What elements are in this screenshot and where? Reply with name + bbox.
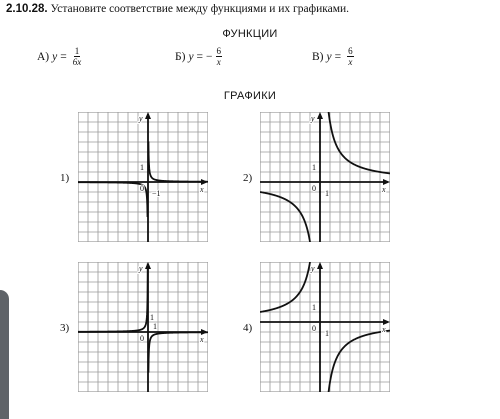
tick-label: 1 bbox=[325, 189, 329, 198]
function-letter: А) bbox=[37, 50, 50, 63]
function-option-c bbox=[312, 46, 354, 67]
tick-label: 1 bbox=[140, 163, 144, 172]
graph-grid bbox=[78, 112, 208, 242]
fraction-numerator: 6 bbox=[216, 46, 222, 56]
graph-1 bbox=[78, 112, 208, 242]
x-axis-label: x bbox=[382, 325, 386, 334]
function-eq: = bbox=[196, 50, 204, 63]
curve-branch-right bbox=[328, 112, 390, 173]
graph-4 bbox=[260, 262, 390, 392]
fraction-denominator: x bbox=[216, 57, 221, 67]
curve-branch-left bbox=[78, 264, 148, 332]
graph-grid bbox=[260, 262, 390, 392]
fraction-denominator: 6x bbox=[72, 57, 82, 67]
x-axis-label: x bbox=[200, 335, 204, 344]
y-axis-arrow-icon bbox=[317, 112, 323, 119]
task-number: 2.10.28. bbox=[6, 3, 48, 15]
function-letter: Б) bbox=[175, 50, 186, 63]
tick-label: 1 bbox=[312, 163, 316, 172]
x-axis-label: x bbox=[200, 185, 204, 194]
task-text: Установите соответствие между функциями и их графиками. bbox=[50, 3, 350, 15]
fraction-numerator: 1 bbox=[74, 46, 80, 56]
origin-label: 0 bbox=[140, 184, 144, 193]
function-fraction bbox=[73, 46, 82, 67]
y-axis-label: y bbox=[311, 114, 315, 123]
y-axis-arrow-icon bbox=[145, 112, 151, 119]
graph-4-svg bbox=[260, 262, 390, 392]
fraction-numerator: 6 bbox=[348, 46, 353, 56]
function-sign: − bbox=[206, 50, 213, 63]
function-fraction bbox=[347, 46, 354, 67]
curve-branch-left bbox=[260, 192, 310, 242]
graphs-heading: ГРАФИКИ bbox=[223, 90, 277, 102]
graph-3-svg bbox=[78, 262, 208, 392]
function-var: y bbox=[326, 50, 332, 63]
graph-label-3: 3) bbox=[60, 322, 70, 334]
tick-label: 1 bbox=[153, 322, 157, 331]
task-header bbox=[6, 3, 349, 15]
graph-1-svg bbox=[78, 112, 208, 242]
graph-label-4: 4) bbox=[243, 322, 253, 334]
function-eq: = bbox=[60, 50, 67, 63]
y-axis-label: y bbox=[139, 264, 143, 273]
curve-branch-right bbox=[328, 331, 390, 392]
function-letter: В) bbox=[312, 50, 324, 63]
graph-grid bbox=[260, 112, 390, 242]
origin-label: 0 bbox=[312, 324, 316, 333]
function-fraction bbox=[216, 46, 223, 67]
graph-2 bbox=[260, 112, 390, 242]
side-tab bbox=[0, 290, 9, 419]
x-axis-label: x bbox=[382, 185, 386, 194]
function-var: y bbox=[52, 50, 58, 63]
functions-heading: ФУНКЦИИ bbox=[222, 28, 278, 40]
graph-label-2: 2) bbox=[243, 172, 253, 184]
graph-grid bbox=[78, 262, 208, 392]
graph-label-1: 1) bbox=[60, 172, 70, 184]
function-option-b bbox=[175, 46, 222, 67]
y-axis-label: y bbox=[139, 114, 143, 123]
y-axis-arrow-icon bbox=[317, 262, 323, 269]
fraction-denominator: x bbox=[348, 57, 353, 67]
function-option-a bbox=[37, 46, 81, 67]
function-var: y bbox=[188, 50, 194, 63]
tick-label: −1 bbox=[152, 189, 161, 198]
origin-label: 0 bbox=[140, 334, 144, 343]
curve-branch-left bbox=[260, 262, 310, 312]
function-eq: = bbox=[334, 50, 342, 63]
y-axis-label: y bbox=[311, 264, 315, 273]
tick-label: 1 bbox=[312, 303, 316, 312]
tick-label: 1 bbox=[150, 313, 154, 322]
graph-2-svg bbox=[260, 112, 390, 242]
graph-3 bbox=[78, 262, 208, 392]
origin-label: 0 bbox=[312, 184, 316, 193]
tick-label: 1 bbox=[325, 329, 329, 338]
